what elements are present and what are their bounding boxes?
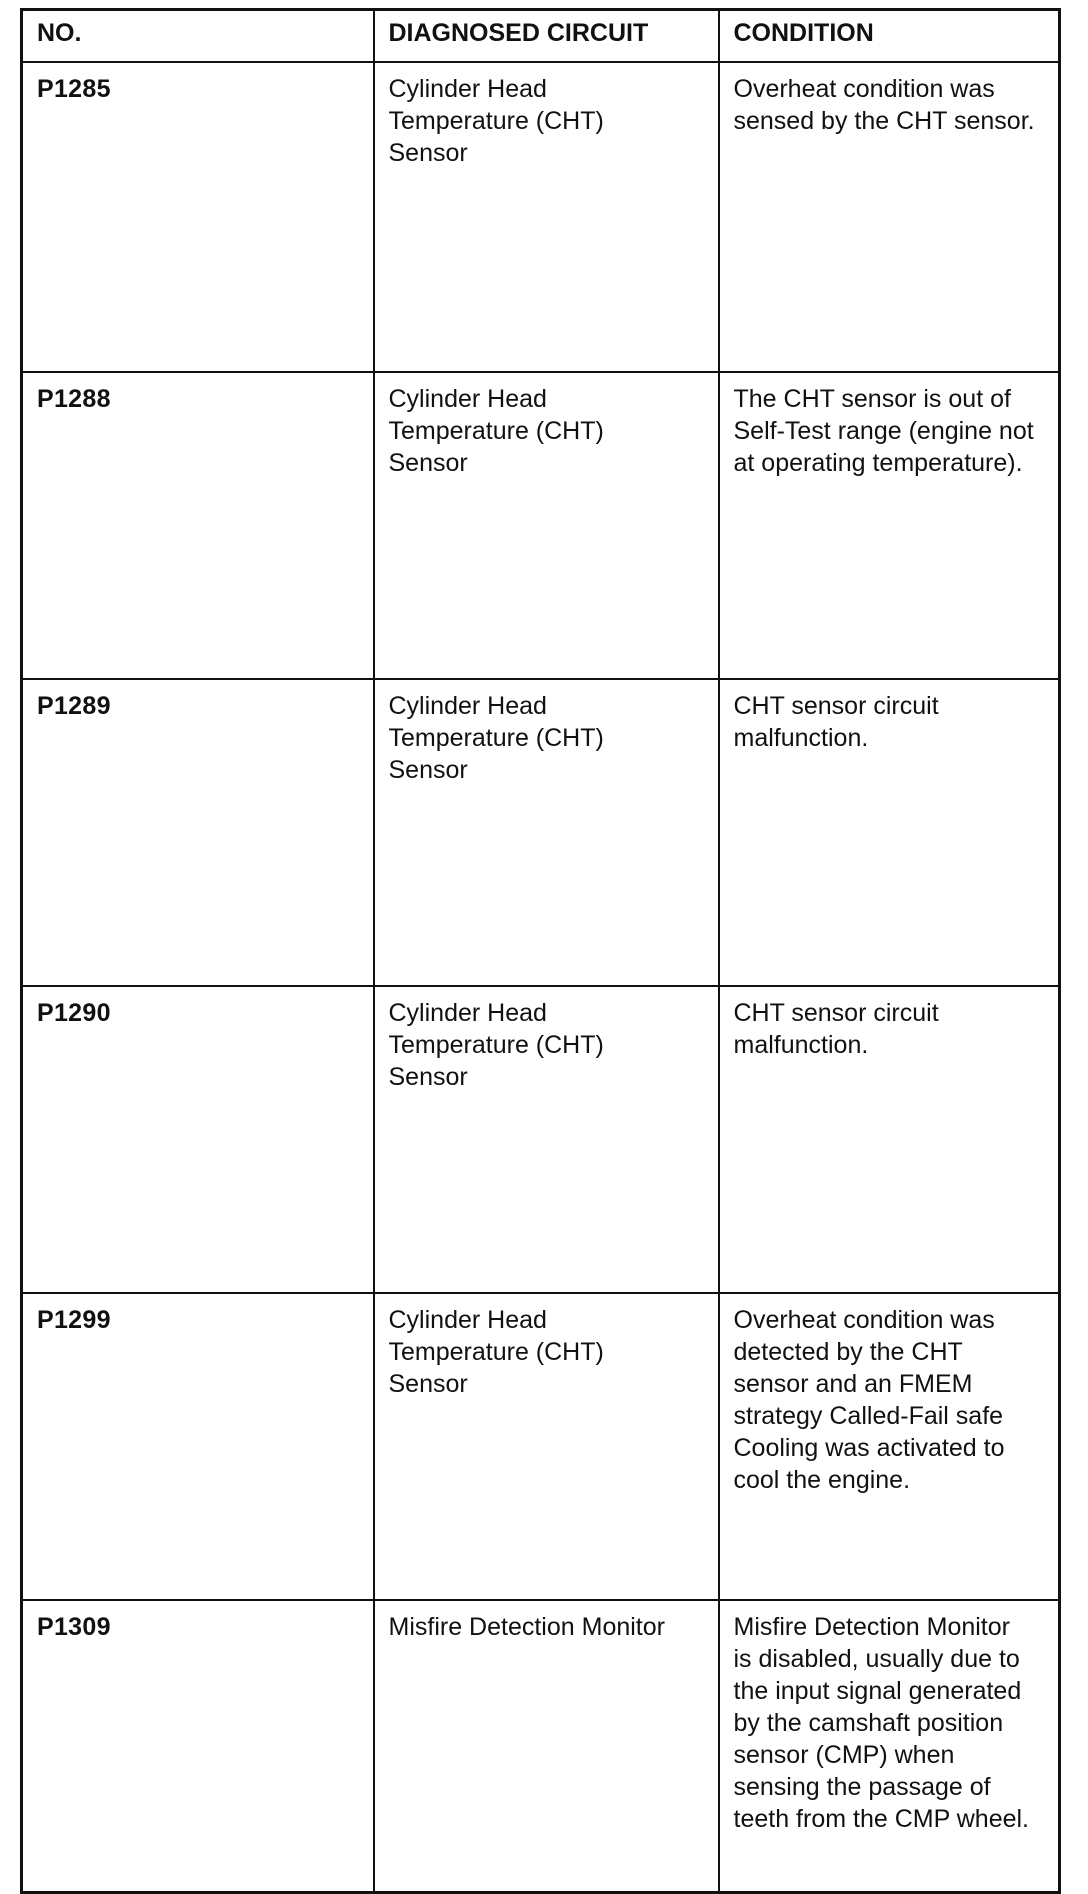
condition: [719, 1600, 1060, 1893]
dtc-code: P1288: [22, 372, 374, 679]
condition: [719, 62, 1060, 372]
condition-line: cool the engine.: [733, 1466, 911, 1494]
circuit-line: Cylinder Head: [388, 692, 547, 720]
condition-line: CHT sensor circuit: [733, 692, 939, 720]
circuit-line: Sensor: [388, 1370, 468, 1398]
table-row: [22, 372, 1060, 679]
circuit-line: Temperature (CHT): [388, 417, 604, 445]
circuit-line: Cylinder Head: [388, 1306, 547, 1334]
circuit-line: Misfire Detection Monitor: [388, 1613, 665, 1641]
condition-line: detected by the CHT: [733, 1338, 963, 1366]
condition: [719, 679, 1060, 986]
circuit-line: Cylinder Head: [388, 75, 547, 103]
condition-line: by the camshaft position: [733, 1709, 1004, 1737]
table-row: [22, 679, 1060, 986]
header-diagnosed-circuit: DIAGNOSED CIRCUIT: [374, 10, 719, 63]
dtc-code: P1309: [22, 1600, 374, 1893]
dtc-code: P1289: [22, 679, 374, 986]
condition-line: strategy Called-Fail safe: [733, 1402, 1004, 1430]
dtc-code: P1285: [22, 62, 374, 372]
condition: [719, 986, 1060, 1293]
diagnosed-circuit: [374, 986, 719, 1293]
diagnosed-circuit: [374, 1600, 719, 1893]
table-row: [22, 1293, 1060, 1600]
condition-line: Overheat condition was: [733, 1306, 995, 1334]
diagnosed-circuit: [374, 1293, 719, 1600]
table-row: [22, 986, 1060, 1293]
dtc-code: P1290: [22, 986, 374, 1293]
condition-line: Misfire Detection Monitor: [733, 1613, 1010, 1641]
condition: [719, 1293, 1060, 1600]
condition-line: Overheat condition was: [733, 75, 995, 103]
condition-line: the input signal generated: [733, 1677, 1022, 1705]
circuit-line: Temperature (CHT): [388, 1338, 604, 1366]
condition-line: Cooling was activated to: [733, 1434, 1005, 1462]
condition-line: The CHT sensor is out of: [733, 385, 1011, 413]
circuit-line: Temperature (CHT): [388, 107, 604, 135]
header-row: [22, 10, 1060, 63]
condition-line: is disabled, usually due to: [733, 1645, 1020, 1673]
dtc-code: P1299: [22, 1293, 374, 1600]
circuit-line: Sensor: [388, 139, 468, 167]
condition-line: sensor (CMP) when: [733, 1741, 955, 1769]
condition-line: malfunction.: [733, 724, 869, 752]
circuit-line: Temperature (CHT): [388, 724, 604, 752]
dtc-table: [20, 8, 1061, 1894]
circuit-line: Sensor: [388, 449, 468, 477]
condition-line: at operating temperature).: [733, 449, 1023, 477]
condition: [719, 372, 1060, 679]
condition-line: teeth from the CMP wheel.: [733, 1805, 1030, 1833]
condition-line: sensing the passage of: [733, 1773, 991, 1801]
condition-line: sensed by the CHT sensor.: [733, 107, 1035, 135]
diagnosed-circuit: [374, 372, 719, 679]
condition-line: malfunction.: [733, 1031, 869, 1059]
circuit-line: Sensor: [388, 756, 468, 784]
header-no: NO.: [22, 10, 374, 63]
diagnosed-circuit: [374, 679, 719, 986]
circuit-line: Cylinder Head: [388, 385, 547, 413]
table-row: [22, 1600, 1060, 1893]
circuit-line: Sensor: [388, 1063, 468, 1091]
circuit-line: Temperature (CHT): [388, 1031, 604, 1059]
circuit-line: Cylinder Head: [388, 999, 547, 1027]
header-condition: CONDITION: [719, 10, 1060, 63]
table-row: [22, 62, 1060, 372]
condition-line: sensor and an FMEM: [733, 1370, 973, 1398]
condition-line: CHT sensor circuit: [733, 999, 939, 1027]
diagnosed-circuit: [374, 62, 719, 372]
condition-line: Self-Test range (engine not: [733, 417, 1034, 445]
